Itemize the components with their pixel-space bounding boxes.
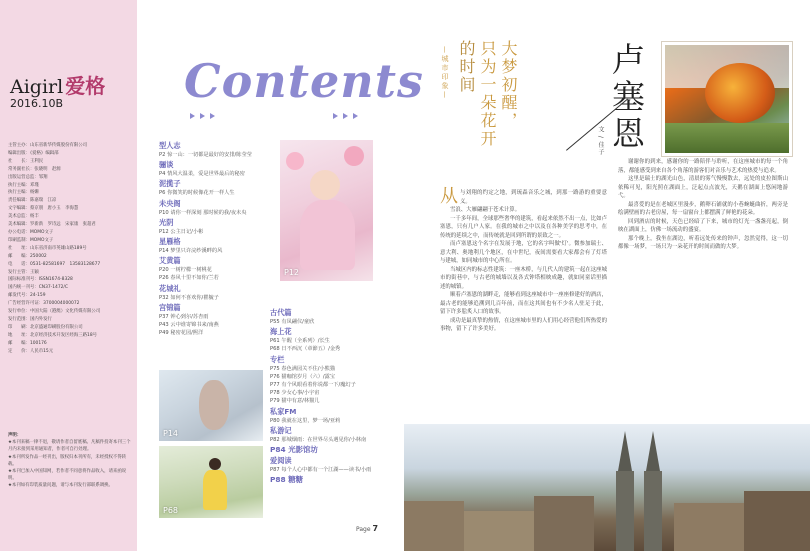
toc-entry: P26 春风十里不如你/兰若 — [159, 275, 219, 282]
building-shape — [534, 496, 594, 551]
arrow-icon — [210, 113, 215, 119]
colophon-row: 地 址：北京经济技术开发区经海三路18号 — [8, 332, 98, 338]
toc-entry: P32 如何不喜欢你/瞿毓子 — [159, 294, 219, 301]
toc-entry: P87 每个人心中都有一个江湖——读书/小雨 — [270, 467, 372, 474]
photo-p14 — [159, 370, 263, 441]
colophon-row: 责任编辑：陈嘉瑞 江凉 — [8, 198, 57, 204]
lucerne-city-photo — [404, 424, 810, 551]
toc-entry: P49 秘密花园/熙洋 — [159, 330, 204, 337]
article-paragraph: 那个晚上，我坐在湖边，听着远处传来的钟声，忽然觉得，这一切都像一场梦，一场只为一朵花开的时间而做的大梦。 — [618, 235, 788, 250]
toc-section-title: 爱阅读 — [270, 456, 292, 466]
toc-entry: P43 云中谁寄锦书来/南燕 — [159, 322, 219, 329]
toc-section-title: 专栏 — [270, 354, 285, 364]
colophon-row: 社 址：山东省济南市英雄山路189号 — [8, 245, 87, 251]
colophon-row: 邮发代号：24-159 — [8, 293, 46, 299]
photo-face-shape — [310, 170, 340, 200]
colophon-row: 邮 编：250002 — [8, 253, 47, 259]
colophon-row: 发行主管：王颖 — [8, 269, 39, 275]
spire-icon — [646, 431, 660, 471]
toc-entry: P10 请你一样深刻 那时候的我/夜未央 — [159, 209, 247, 216]
arrow-icon — [353, 113, 358, 119]
toc-section-title: 星雁格 — [159, 237, 181, 247]
toc-entry: P79 猫中有意/林猫儿 — [270, 398, 320, 405]
toc-left-column — [159, 140, 277, 337]
balloon-icon — [344, 146, 364, 166]
colophon-row: 广告经营许可证：3700004000072 — [8, 301, 80, 307]
article-subtitle: —城市印象— — [441, 46, 449, 100]
notice-line: ★本刊如有印装质量问题，请与本刊发行部联系调换。 — [8, 483, 113, 489]
toc-section-title: 私家FM — [270, 406, 297, 416]
colophon-row: 主管主办：山东省新华传媒股份有限公司 — [8, 143, 88, 148]
toc-entry: P6 你微笑的时候像花开一样人生 — [159, 190, 235, 197]
colophon-row: 美术总监：杨丰 — [8, 214, 39, 220]
toc-section-title: 型人志 — [159, 141, 181, 150]
photo-ground — [665, 123, 789, 153]
toc-entry: P68 日不西沉（章節五）/金秀 — [270, 346, 341, 353]
magazine-logo — [10, 70, 132, 110]
colophon-row: 国内统一刊号：CN37-1472/C — [8, 285, 68, 291]
logo-brand-cn: 爱格 — [65, 74, 106, 98]
article-paragraph: 与刘翔的约定之地，到琉森音乐之城，到那一路游的重要意义。 — [460, 190, 607, 205]
toc-entry: P80 我就在这里，梦一场/亚莉 — [270, 417, 341, 424]
toc-entry: P4 情风大温柔，爱是世界最后的秘密 — [159, 171, 245, 178]
article-paragraph: 而卢塞恩这个名字在发展于地，它的名字叫做'灯'。微参加瑞士、意大利、奥地利几个地区，在中世纪，夜间需要看大家都会有了灯塔与建城，如同城市的中心所在。 — [440, 241, 607, 264]
toc-entry: P2 惊一山：一切都是最好的安排/陈莹莹 — [159, 152, 252, 158]
article-author: 文 / 佳子 — [597, 126, 604, 156]
page-number-value: 7 — [372, 524, 379, 533]
colophon — [8, 142, 134, 355]
colophon-row: 发行单位：中国大陆（港澳）文化传媒有限公司 — [8, 309, 101, 315]
autumn-tree-photo — [662, 42, 792, 156]
toc-section-title: 泥揽子 — [159, 179, 181, 189]
toc-section-title: 私游记 — [270, 425, 292, 435]
article-title: 卢塞恩 — [607, 42, 646, 153]
arrow-icon — [333, 113, 338, 119]
toc-entry: P82 那城烟雨：在世界尽头遇见你/小林南 — [270, 436, 367, 443]
toc-entry: P78 少女心事/小宇宙 — [270, 390, 320, 397]
toc-entry: P37 钟心到尔/苏杏雨 — [159, 313, 209, 320]
photo-label-p12: P12 — [284, 268, 300, 277]
toc-entry: P75 春色满园关不住/小熊猫 — [270, 365, 336, 372]
article-first-paragraph — [440, 186, 607, 207]
toc-right-column — [270, 307, 390, 485]
page-prefix: Page — [356, 526, 371, 533]
toc-section-title: 花城礼 — [159, 283, 181, 293]
toc-entry: P14 梦里只许浣纱溪畔的风 — [159, 248, 223, 255]
photo-head-shape — [209, 458, 221, 470]
toc-section-title: 宫锦篇 — [159, 302, 181, 312]
toc-section-title: 骊谈 — [159, 160, 174, 170]
notice-line: ★本刊已加入中国知网，若作者不同意将作品收入，请来函说明。 — [8, 469, 127, 482]
photo-label-p14: P14 — [163, 429, 179, 438]
colophon-row: 文字编辑：蔡京朋 唐小玉 李海慧 — [8, 206, 79, 212]
toc-section-title: P88 糖糖 — [270, 475, 304, 485]
photo-girl-yellow-dress — [159, 446, 263, 518]
photo-girl-pink-balloons — [280, 140, 373, 281]
article-paragraph: 当城区内的标志性建筑：一座木桥，与几代人的建筑一起在这座城市的街巷中，与古老的城墙以及各式钟塔相映成趣，就如同童话里描述的城镇。 — [440, 266, 607, 290]
church-tower-shape — [644, 471, 662, 551]
headline-line-3: 的时间 — [457, 40, 476, 94]
spire-icon — [618, 431, 632, 471]
notice-body — [8, 439, 132, 489]
notice-line: ★本刊来稿一律不退，敬请作者自留底稿。凡稿件投寄本刊三个月内未接到采用通知者，作者可自行处理。 — [8, 440, 131, 453]
toc-section-title: 光阴 — [159, 217, 174, 227]
headline-line-2: 只为一朵花开 — [478, 40, 497, 148]
toc-entry: P12 公主日记/小彬 — [159, 228, 204, 235]
church-tower-shape — [616, 471, 634, 551]
article-dropcap: 从 — [440, 186, 458, 207]
notice-line: ★本刊所发作品一经刊出，版权归本刊所有，未经授权不得转载。 — [8, 454, 127, 467]
article-headline — [458, 40, 517, 158]
headline-line-1: 大梦初醒， — [499, 40, 518, 130]
toc-section-title: P84 光影馆坊 — [270, 445, 318, 455]
issue-label: 2016.10B — [10, 97, 64, 110]
arrow-icon — [190, 113, 195, 119]
colophon-row: 邮 编：100176 — [8, 340, 47, 346]
colophon-row: 定 价：人民币15元 — [8, 348, 54, 354]
title-arrows-left — [190, 113, 215, 119]
contents-title: Contents — [184, 54, 424, 108]
toc-entry: P61 午醒（全系列）/长生 — [270, 338, 330, 345]
toc-section-title: 古代篇 — [270, 308, 292, 317]
colophon-row: 出版运营总监：邹翔 — [8, 174, 48, 180]
colophon-row: 执行主编：邓瑾 — [8, 182, 39, 188]
logo-brand: Aigirl — [10, 76, 64, 98]
colophon-row: 发行范围：国内外发行 — [8, 316, 52, 322]
building-shape — [674, 503, 744, 551]
photo-dress-shape — [203, 470, 227, 510]
colophon-row: 印 刷：北京盛通印刷股份有限公司 — [8, 324, 83, 330]
toc-entry: P76 猫咖馆岁月（六）/露宝 — [270, 373, 336, 380]
photo-label-p68: P68 — [163, 506, 179, 515]
article-paragraph: 顺着卢塞恩的湖畔走，能够看到这座城市中一座座修建好的酒店，最古老的能够追溯到几百年前，而在这其间也有不少名人驻足于此，留下许多脍炙人口的故事。 — [440, 292, 607, 315]
photo-dress-shape — [300, 200, 355, 270]
notice — [8, 432, 132, 490]
balloon-icon — [286, 152, 304, 170]
toc-entry: P77 有个风眼看着你说都一下/魔幻子 — [270, 382, 356, 389]
arrow-icon — [200, 113, 205, 119]
colophon-row: 办公电话：MOMO文子 — [8, 229, 54, 235]
colophon-row: 美术编辑：罗新新 罗诗远 宋家康 张超君 — [8, 222, 96, 228]
article-paragraph: 一千多年间，全球那些奢华的建筑，看起来依然不出一点，比如卢塞恩，只有几户人家。在我的城市之中以及在各种美学的思考中，在传统的延续之中，而传统就是回到所谓的景致之一。 — [440, 215, 607, 239]
colophon-row: 社 长：王利民 — [8, 158, 44, 164]
colophon-strip — [0, 0, 137, 551]
colophon-row: 国际标准刊号：ISSN1674-8328 — [8, 277, 73, 283]
article-column-2 — [618, 158, 788, 252]
page-number — [356, 524, 378, 533]
colophon-row: 编辑出版：《爱格》编辑部 — [8, 150, 59, 156]
toc-section-title: 艾黄篇 — [159, 256, 181, 266]
arrow-icon — [343, 113, 348, 119]
article-paragraph: 成功是最真挚的热情，在这座城市里的人们用心经营他们所热爱的事物，留下了许多美好。 — [440, 317, 607, 332]
tree-icon — [705, 63, 775, 123]
colophon-row: 印刷监制：MOMO文子 — [8, 237, 54, 243]
colophon-row: 执行主编：杨姗 — [8, 190, 39, 196]
building-shape — [404, 501, 464, 551]
article-paragraph: 回到酒店的时候，天色已经暗了下来，城市的灯光一盏盏亮起，倒映在湖面上，仿佛一场流动的盛宴。 — [618, 218, 788, 233]
colophon-row: 常务副社长：张晓明 赵源 — [8, 166, 61, 172]
notice-title: 声明： — [8, 433, 22, 438]
article-paragraph: 最喜爱的是在老城区里漫步，鹅卵石铺就的小巷蜿蜒曲折，两旁是绘满壁画的古老房屋，每一扇窗台上都摆满了鲜艳的花朵。 — [618, 201, 788, 216]
article-paragraph: 雪浪、大雁翩翩于苍术计算。 — [450, 207, 521, 213]
photo-figure-shape — [199, 380, 229, 430]
toc-section-title: 未央阁 — [159, 198, 181, 208]
article-paragraph: 这里是瑞士的湖光山色，清晨的雾气慢慢散去，远处的皮拉图斯山依稀可见，阳光照在湖面上，泛起点点波光，天鹅在湖面上悠闲地游弋。 — [618, 176, 788, 199]
article-paragraph: 谢谢你的到来，感谢你的一路陪伴与聆听，在这座城市的每一个角落，都能感受到来自各个角落的游客们对音乐与艺术的热爱与追求。 — [618, 159, 788, 174]
toc-entry: P55 有凤翩仪/童欣 — [270, 319, 315, 325]
building-shape — [464, 511, 534, 551]
toc-entry: P20 一树柠檬一树桃花 — [159, 267, 212, 274]
title-arrows-right — [333, 113, 358, 119]
building-shape — [744, 491, 810, 551]
toc-section-title: 海上花 — [270, 327, 292, 337]
article-column-1 — [440, 186, 607, 334]
colophon-row: 电 话：0531-82581697 13583128677 — [8, 261, 101, 267]
